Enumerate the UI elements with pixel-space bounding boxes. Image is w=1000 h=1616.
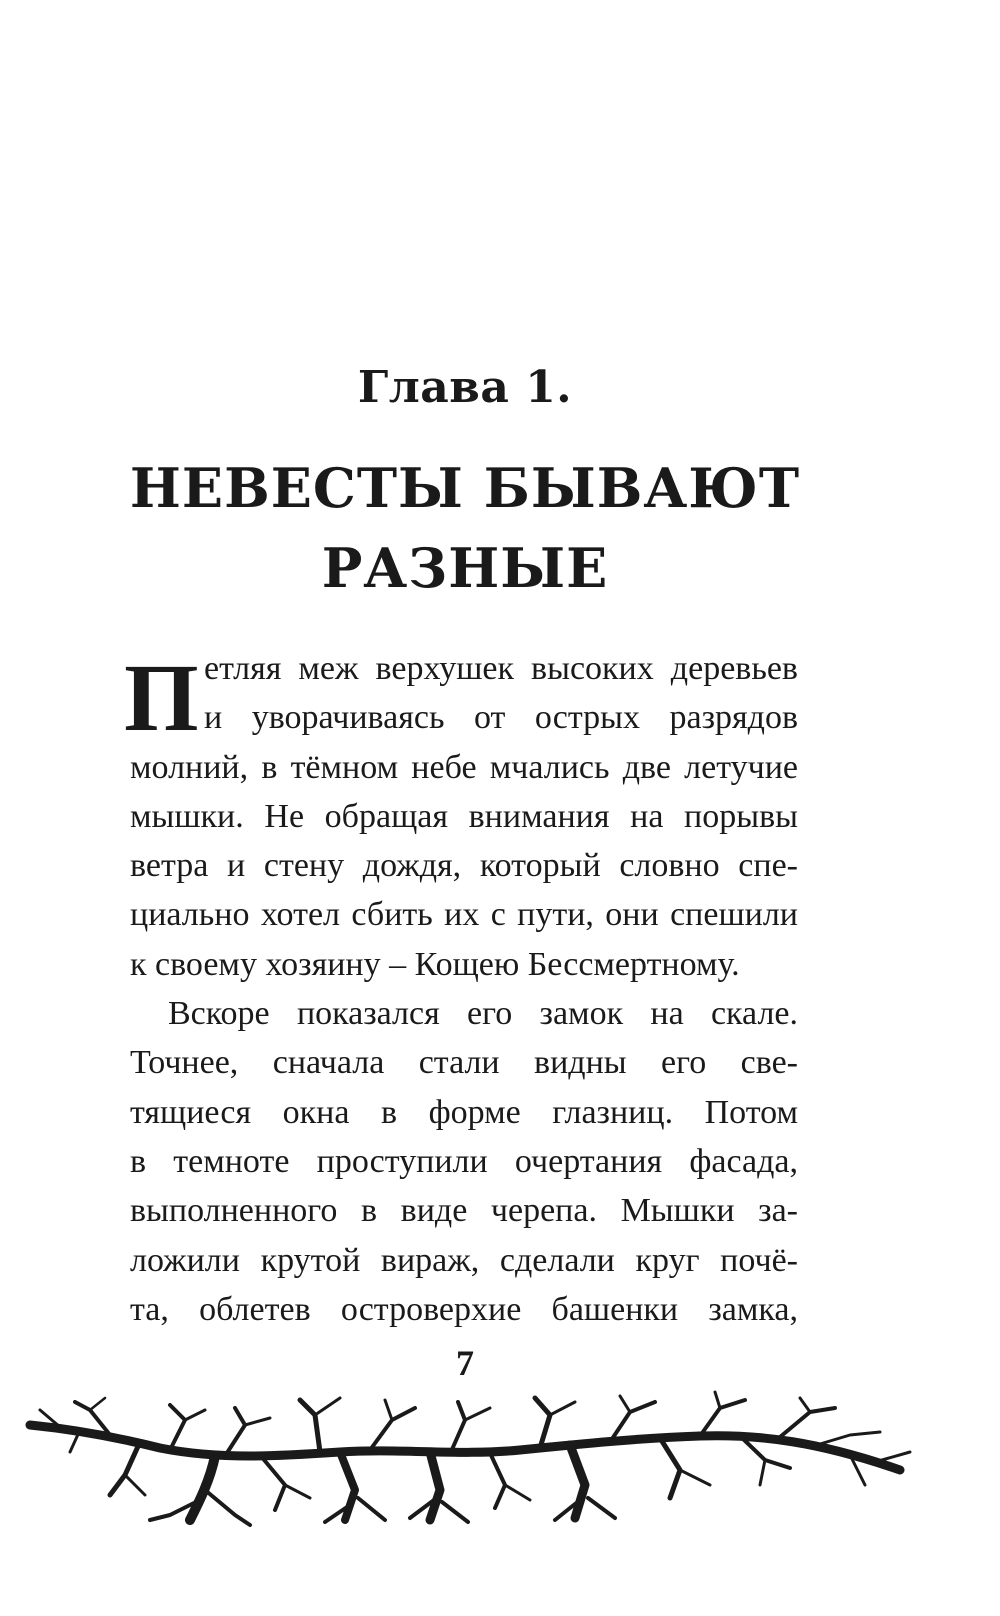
text-line: Вскоре показался его замок на скале. xyxy=(168,995,798,1033)
body-text xyxy=(130,644,798,1334)
text-line: тящиеся окна в форме глазниц. Потом xyxy=(130,1093,798,1131)
chapter-title-line-2: РАЗНЫЕ xyxy=(321,536,609,600)
chapter-title xyxy=(0,448,930,608)
text-line: та, облетев островерхие башенки замка, xyxy=(130,1290,798,1328)
text-line: етляя меж верхушек высоких деревьев xyxy=(204,650,798,687)
page-number: 7 xyxy=(456,1343,474,1383)
text-line: к своему хозяину – Кощею Бессмертному. xyxy=(130,945,740,983)
text-line: и уворачиваясь от острых разрядов xyxy=(204,699,798,737)
tree-branches-ornament-icon xyxy=(20,1390,920,1530)
text-line: молний, в тёмном небе мчались две летучие xyxy=(130,748,798,786)
text-line: выполненного в виде черепа. Мышки за- xyxy=(130,1192,798,1230)
text-line: циально хотел сбить их с пути, они спешили xyxy=(130,896,798,934)
text-line: мышки. Не обращая внимания на порывы xyxy=(130,797,798,835)
text-line: Точнее, сначала стали видны его све- xyxy=(130,1044,798,1082)
chapter-title-line-1: НЕВЕСТЫ БЫВАЮТ xyxy=(129,456,801,520)
text-line: ветра и стену дождя, который словно спе- xyxy=(130,847,798,885)
chapter-label: Глава 1. xyxy=(357,362,573,413)
text-line: в темноте проступили очертания фасада, xyxy=(130,1142,798,1180)
drop-cap: П xyxy=(124,644,199,751)
text-line: ложили крутой вираж, сделали круг почё- xyxy=(130,1241,798,1279)
